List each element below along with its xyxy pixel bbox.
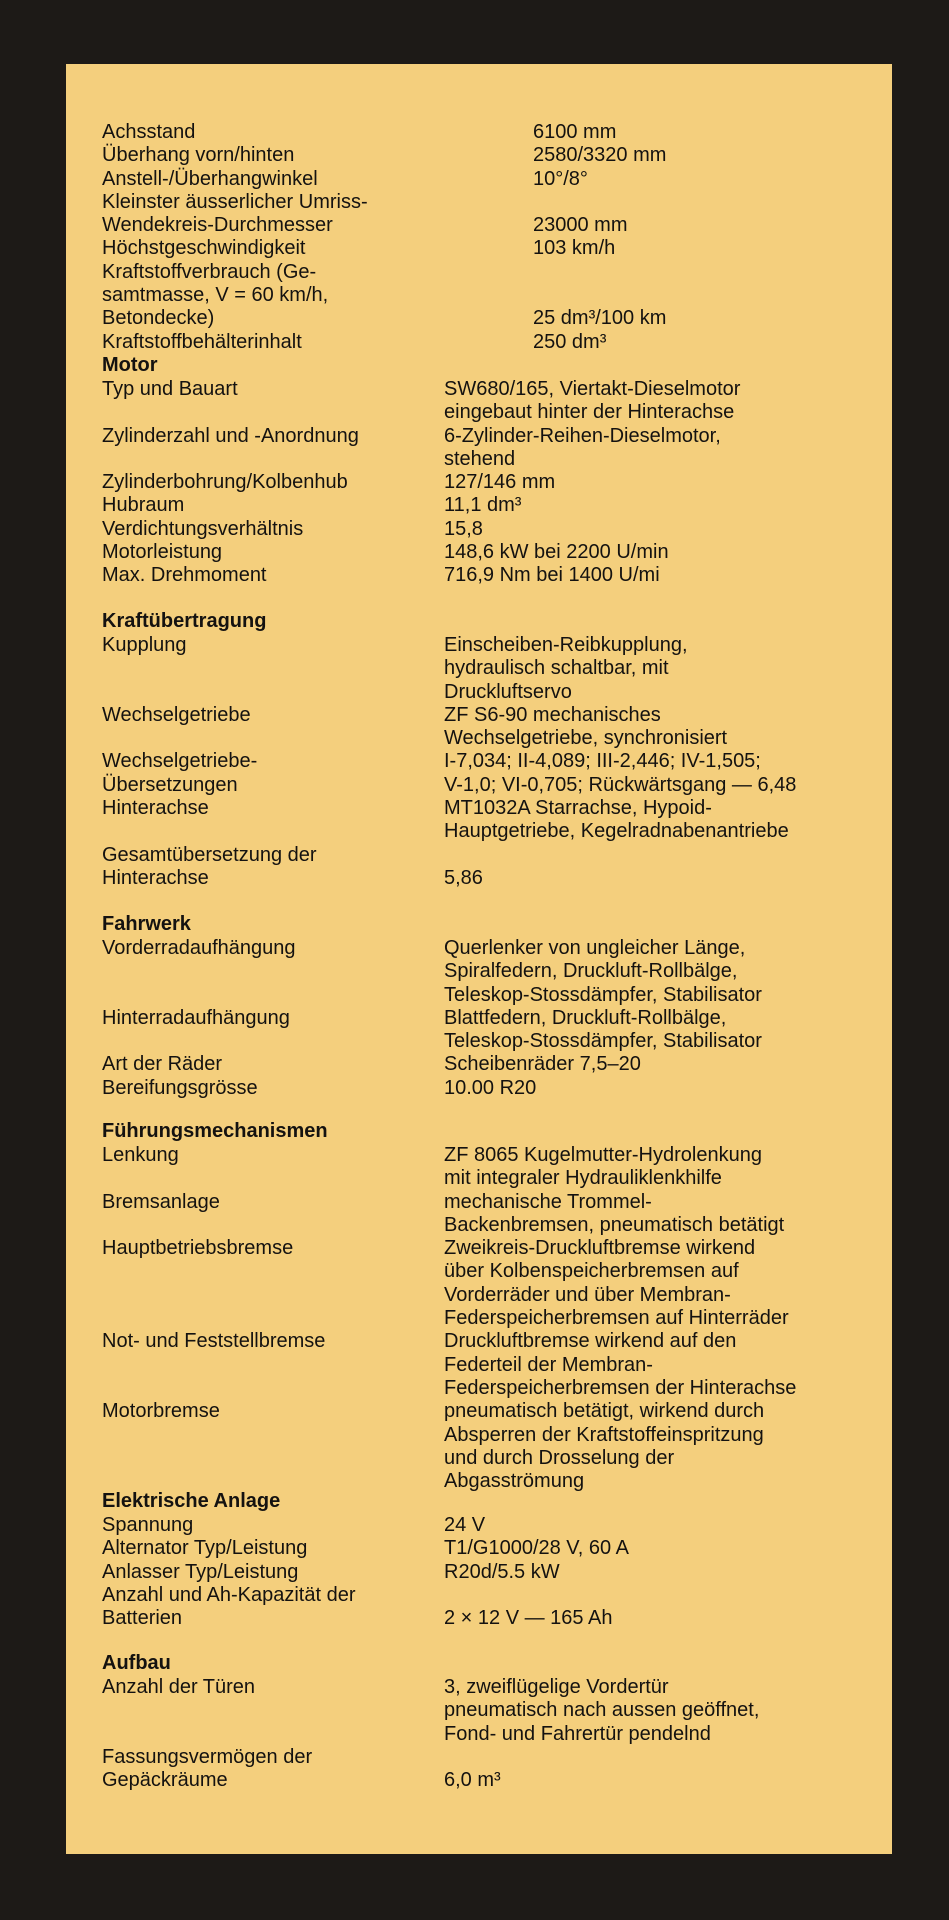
body-labels — [102, 1676, 312, 1792]
value-empty — [533, 284, 666, 307]
value-gesamtuebersetzung: 5,86 — [444, 866, 483, 889]
value-zylinderzahl-2: stehend — [444, 447, 516, 470]
value-hinterachse-1: MT1032A Starrachse, Hypoid- — [444, 797, 712, 820]
value-hauptbremse-1: Zweikreis-Druckluftbremse wirkend — [444, 1237, 756, 1260]
value-empty — [533, 191, 666, 214]
label-bremsanlage: Bremsanlage — [102, 1190, 220, 1213]
spec-label — [102, 121, 368, 354]
label-motorbremse: Motorbremse — [102, 1400, 220, 1423]
value-typ-2: eingebaut hinter der Hinterachse — [444, 401, 735, 424]
body-values — [444, 1676, 759, 1792]
spacer — [102, 681, 317, 704]
label-verbrauch-2: samtmasse, V = 60 km/h, — [102, 284, 329, 307]
label-typ: Typ und Bauart — [102, 378, 238, 400]
label-ueberhang: Überhang vorn/hinten — [102, 144, 295, 167]
value-hauptbremse-2: über Kolbenspeicherbremsen auf — [444, 1260, 739, 1283]
value-motorbremse-2: Absperren der Kraftstoffeinspritzung — [444, 1423, 764, 1446]
value-feststellbremse-3: Federspeicherbremsen der Hinterachse — [444, 1376, 797, 1399]
value-uebersetzungen-1: I-7,034; II-4,089; III-2,446; IV-1,505; — [444, 750, 761, 773]
label-hauptbremse: Hauptbetriebsbremse — [102, 1237, 294, 1260]
spacer — [102, 1167, 325, 1190]
value-tueren-1: 3, zweiflügelige Vordertür — [444, 1676, 669, 1698]
section-title-kraftuebertragung: Kraftübertragung — [102, 610, 267, 632]
spacer — [102, 1284, 325, 1307]
value-drehmoment: 716,9 Nm bei 1400 U/mi — [444, 564, 660, 587]
value-motorbremse-1: pneumatisch betätigt, wirkend durch — [444, 1400, 765, 1423]
value-hinterachse-2: Hauptgetriebe, Kegelradnabenantriebe — [444, 820, 789, 843]
spacer — [444, 1746, 759, 1769]
label-alternator: Alternator Typ/Leistung — [102, 1537, 308, 1560]
value-winkel: 10°/8° — [533, 167, 588, 190]
steer-values — [444, 1144, 796, 1493]
value-zylinderzahl-1: 6-Zylinder-Reihen-Dieselmotor, — [444, 424, 721, 447]
value-lenkung-1: ZF 8065 Kugelmutter-Hydrolenkung — [444, 1144, 762, 1166]
elec-labels — [102, 1514, 356, 1630]
label-winkel: Anstell-/Überhangwinkel — [102, 167, 318, 190]
label-umriss: Kleinster äusserlicher Umriss- — [102, 190, 368, 213]
label-zylinderzahl: Zylinderzahl und -Anordnung — [102, 424, 359, 447]
spacer — [102, 401, 359, 424]
label-spannung: Spannung — [102, 1514, 194, 1536]
value-vorderrad-3: Teleskop-Stossdämpfer, Stabilisator — [444, 983, 762, 1006]
value-feststellbremse-2: Federteil der Membran- — [444, 1353, 653, 1376]
value-tank: 250 dm³ — [533, 330, 607, 353]
value-achsstand: 6100 mm — [533, 121, 617, 143]
label-uebersetzungen-1: Wechselgetriebe- — [102, 750, 258, 773]
value-spannung: 24 V — [444, 1514, 486, 1536]
label-gesamtuebersetzung-1: Gesamtübersetzung der — [102, 843, 317, 866]
value-batterien: 2 × 12 V — 165 Ah — [444, 1607, 613, 1630]
value-tueren-3: Fond- und Fahrertür pendelnd — [444, 1722, 711, 1745]
spacer — [102, 1214, 325, 1237]
label-tank: Kraftstoffbehälterinhalt — [102, 330, 302, 353]
value-leistung: 148,6 kW bei 2200 U/min — [444, 541, 669, 564]
label-leistung: Motorleistung — [102, 541, 223, 564]
value-lenkung-2: mit integraler Hydrauliklenkhilfe — [444, 1167, 722, 1190]
label-wendekreis: Wendekreis-Durchmesser — [102, 214, 333, 237]
spacer — [102, 657, 317, 680]
value-uebersetzungen-2: V-1,0; VI-0,705; Rückwärtsgang — 6,48 — [444, 773, 797, 796]
value-feststellbremse-1: Druckluftbremse wirkend auf den — [444, 1330, 737, 1353]
label-hoechstgeschwindigkeit: Höchstgeschwindigkeit — [102, 237, 306, 260]
value-hubraum: 11,1 dm³ — [444, 494, 522, 517]
value-hauptbremse-3: Vorderräder und über Membran- — [444, 1283, 731, 1306]
value-gepaeck: 6,0 m³ — [444, 1769, 501, 1792]
label-gesamtuebersetzung-2: Hinterachse — [102, 866, 209, 889]
value-bremsanlage-1: mechanische Trommel- — [444, 1190, 652, 1213]
value-hoechstgeschwindigkeit: 103 km/h — [533, 237, 616, 260]
value-bereifung: 10.00 R20 — [444, 1076, 537, 1099]
label-kupplung: Kupplung — [102, 634, 187, 656]
spacer — [102, 1030, 296, 1053]
label-bereifung: Bereifungsgrösse — [102, 1076, 258, 1099]
spacer — [102, 1260, 325, 1283]
value-typ-1: SW680/165, Viertakt-Dieselmotor — [444, 378, 741, 400]
spacer — [102, 1723, 312, 1746]
label-raeder: Art der Räder — [102, 1053, 223, 1076]
label-gepaeck-2: Gepäckräume — [102, 1769, 228, 1792]
value-ueberhang: 2580/3320 mm — [533, 144, 667, 167]
motor-values — [444, 378, 740, 588]
chassis-values — [444, 937, 762, 1100]
value-motorbremse-3: und durch Drosselung der — [444, 1446, 675, 1469]
spacer — [444, 1584, 629, 1607]
elec-values — [444, 1514, 629, 1630]
label-lenkung: Lenkung — [102, 1144, 179, 1166]
label-feststellbremse: Not- und Feststellbremse — [102, 1330, 326, 1353]
label-batterien-1: Anzahl und Ah-Kapazität der — [102, 1583, 356, 1606]
label-gepaeck-1: Fassungsvermögen der — [102, 1745, 313, 1768]
value-tueren-2: pneumatisch nach aussen geöffnet, — [444, 1699, 760, 1722]
spacer — [444, 844, 796, 867]
motor-labels — [102, 378, 359, 588]
label-bohrung: Zylinderbohrung/Kolbenhub — [102, 471, 348, 494]
label-tueren: Anzahl der Türen — [102, 1676, 256, 1698]
drive-labels — [102, 634, 317, 890]
label-uebersetzungen-2: Übersetzungen — [102, 773, 238, 796]
value-kupplung-3: Druckluftservo — [444, 680, 572, 703]
spacer — [102, 960, 296, 983]
section-title-fahrwerk: Fahrwerk — [102, 913, 191, 935]
value-raeder: Scheibenräder 7,5–20 — [444, 1053, 641, 1076]
label-verbrauch-1: Kraftstoffverbrauch (Ge- — [102, 260, 317, 283]
spacer — [102, 984, 296, 1007]
label-achsstand: Achsstand — [102, 121, 196, 143]
value-bohrung: 127/146 mm — [444, 471, 556, 494]
label-hinterrad: Hinterradaufhängung — [102, 1006, 290, 1029]
value-wechselgetriebe-2: Wechselgetriebe, synchronisiert — [444, 727, 728, 750]
label-vorderrad: Vorderradaufhängung — [102, 937, 296, 959]
label-verdichtung: Verdichtungsverhältnis — [102, 517, 304, 540]
label-anlasser: Anlasser Typ/Leistung — [102, 1560, 299, 1583]
label-hubraum: Hubraum — [102, 494, 185, 517]
value-kupplung-2: hydraulisch schaltbar, mit — [444, 657, 669, 680]
value-hinterrad-2: Teleskop-Stossdämpfer, Stabilisator — [444, 1030, 762, 1053]
spacer — [102, 1699, 312, 1722]
value-vorderrad-1: Querlenker von ungleicher Länge, — [444, 937, 746, 959]
spacer — [102, 448, 359, 471]
value-hauptbremse-4: Federspeicherbremsen auf Hinterräder — [444, 1307, 789, 1330]
drive-values — [444, 634, 796, 890]
section-title-aufbau: Aufbau — [102, 1652, 171, 1674]
value-bremsanlage-2: Backenbremsen, pneumatisch betätigt — [444, 1213, 785, 1236]
spacer — [102, 1354, 325, 1377]
value-wendekreis: 23000 mm — [533, 214, 628, 237]
label-wechselgetriebe: Wechselgetriebe — [102, 703, 251, 726]
spacer — [102, 1307, 325, 1330]
section-title-fuehrung: Führungsmechanismen — [102, 1120, 328, 1142]
value-wechselgetriebe-1: ZF S6-90 mechanisches — [444, 703, 661, 726]
label-batterien-2: Batterien — [102, 1607, 183, 1630]
label-drehmoment: Max. Drehmoment — [102, 564, 267, 587]
section-title-elektrik: Elektrische Anlage — [102, 1490, 281, 1512]
value-empty — [533, 261, 666, 284]
value-anlasser: R20d/5.5 kW — [444, 1560, 560, 1583]
value-alternator: T1/G1000/28 V, 60 A — [444, 1537, 629, 1560]
value-kupplung-1: Einscheiben-Reibkupplung, — [444, 634, 688, 656]
value-verdichtung: 15,8 — [444, 517, 483, 540]
spacer — [102, 820, 317, 843]
section-title-motor: Motor — [102, 354, 158, 376]
value-verbrauch: 25 dm³/100 km — [533, 307, 667, 330]
label-hinterachse: Hinterachse — [102, 797, 209, 820]
label-verbrauch-3: Betondecke) — [102, 307, 215, 330]
chassis-labels — [102, 937, 296, 1100]
value-motorbremse-4: Abgasströmung — [444, 1470, 585, 1493]
value-vorderrad-2: Spiralfedern, Druckluft-Rollbälge, — [444, 960, 738, 983]
spec-values — [533, 121, 666, 354]
spacer — [102, 727, 317, 750]
steer-labels — [102, 1144, 325, 1424]
value-hinterrad-1: Blattfedern, Druckluft-Rollbälge, — [444, 1006, 727, 1029]
spacer — [102, 1377, 325, 1400]
